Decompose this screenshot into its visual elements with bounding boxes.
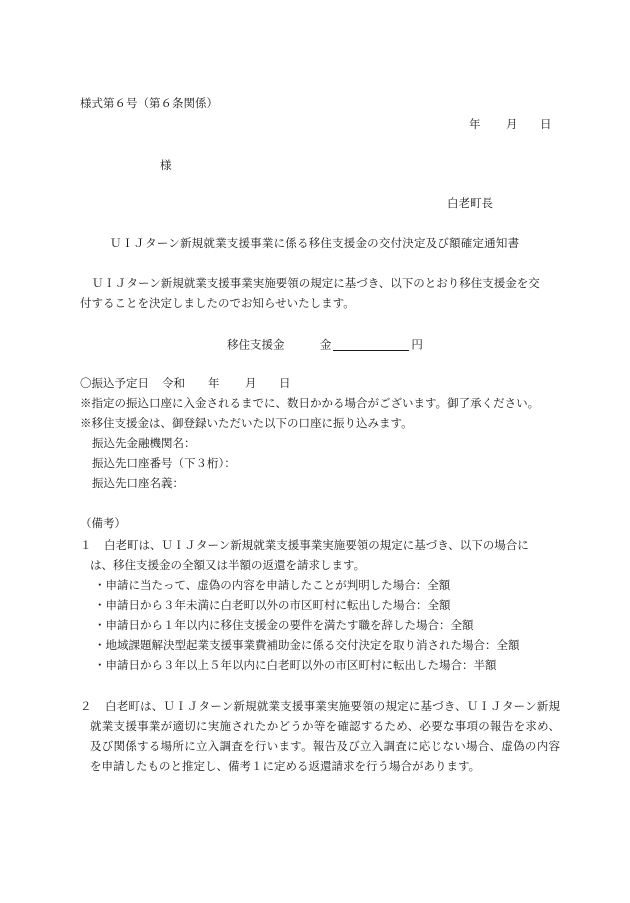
sender-name: 白老町長 xyxy=(447,196,493,210)
date-year: 年 xyxy=(469,117,481,131)
remark-bullet-1: ・申請に当たって、虚偽の内容を申請したことが判明した場合：全額 xyxy=(94,578,451,592)
bank-label: 振込先金融機関名： xyxy=(92,436,196,450)
amount-yen: 円 xyxy=(411,337,423,352)
form-label: 様式第６号（第６条関係） xyxy=(80,96,218,110)
transfer-era: 令和 xyxy=(162,376,185,390)
transfer-month: 月 xyxy=(245,376,257,390)
amount-blank xyxy=(333,338,409,351)
transfer-note-1: ※指定の振込口座に入金されるまでに、数日かかる場合がございます。御了承ください。 xyxy=(80,396,540,410)
intro-line-2: 付することを決定しましたのでお知らせいたします。 xyxy=(80,296,355,310)
transfer-year: 年 xyxy=(208,376,220,390)
transfer-note-2: ※移住支援金は、御登録いただいた以下の口座に振り込みます。 xyxy=(80,416,413,430)
remark-1-line-1: 白老町は、ＵＩＪターン新規就業支援事業実施要領の規定に基づき、以下の場合に xyxy=(104,538,529,552)
transfer-day: 日 xyxy=(279,376,291,390)
amount-label: 移住支援金 xyxy=(227,337,285,352)
document-title: ＵＩＪターン新規就業支援事業に係る移住支援金の交付決定及び額確定通知書 xyxy=(110,236,520,250)
amount-line xyxy=(227,338,423,351)
transfer-date-label: 〇振込予定日 xyxy=(80,376,149,390)
account-number-label: 振込先口座番号（下３桁）： xyxy=(92,456,236,470)
remarks-heading: （備考） xyxy=(80,516,126,530)
remark-bullet-3: ・申請日から１年以内に移住支援金の要件を満たす職を辞した場合：全額 xyxy=(94,618,474,632)
remark-2-number: ２ xyxy=(80,699,92,713)
remark-bullet-4: ・地域課題解決型起業支援事業費補助金に係る交付決定を取り消された場合：全額 xyxy=(94,638,520,652)
remark-bullet-2: ・申請日から３年未満に白老町以外の市区町村に転出した場合：全額 xyxy=(94,598,451,612)
remark-1-line-2: は、移住支援金の全額又は半額の返還を請求します。 xyxy=(90,558,366,572)
date-day: 日 xyxy=(540,117,552,131)
account-name-label: 振込先口座名義： xyxy=(92,476,184,490)
amount-kin: 金 xyxy=(319,337,332,352)
remark-2-text: 白老町は、ＵＩＪターン新規就業支援事業実施要領の規定に基づき、ＵＩＪターン新規就業支援事業が適切に実施されたかどうか等を確認するため、必要な事項の報告を求め、及び関係する場所に立入調査を行います。報告及び立入調査に応じない場合、虚偽の内容を申請したものと推定し、備考１に定める返還請求を行う場合があります。 xyxy=(90,699,560,773)
addressee-suffix: 様 xyxy=(160,158,172,172)
remark-1-number: １ xyxy=(80,538,92,552)
remark-bullet-5: ・申請日から３年以上５年以内に白老町以外の市区町村に転出した場合：半額 xyxy=(94,658,497,672)
intro-line-1: ＵＩＪターン新規就業支援事業実施要領の規定に基づき、以下のとおり移住支援金を交 xyxy=(92,276,540,290)
date-month: 月 xyxy=(506,117,518,131)
